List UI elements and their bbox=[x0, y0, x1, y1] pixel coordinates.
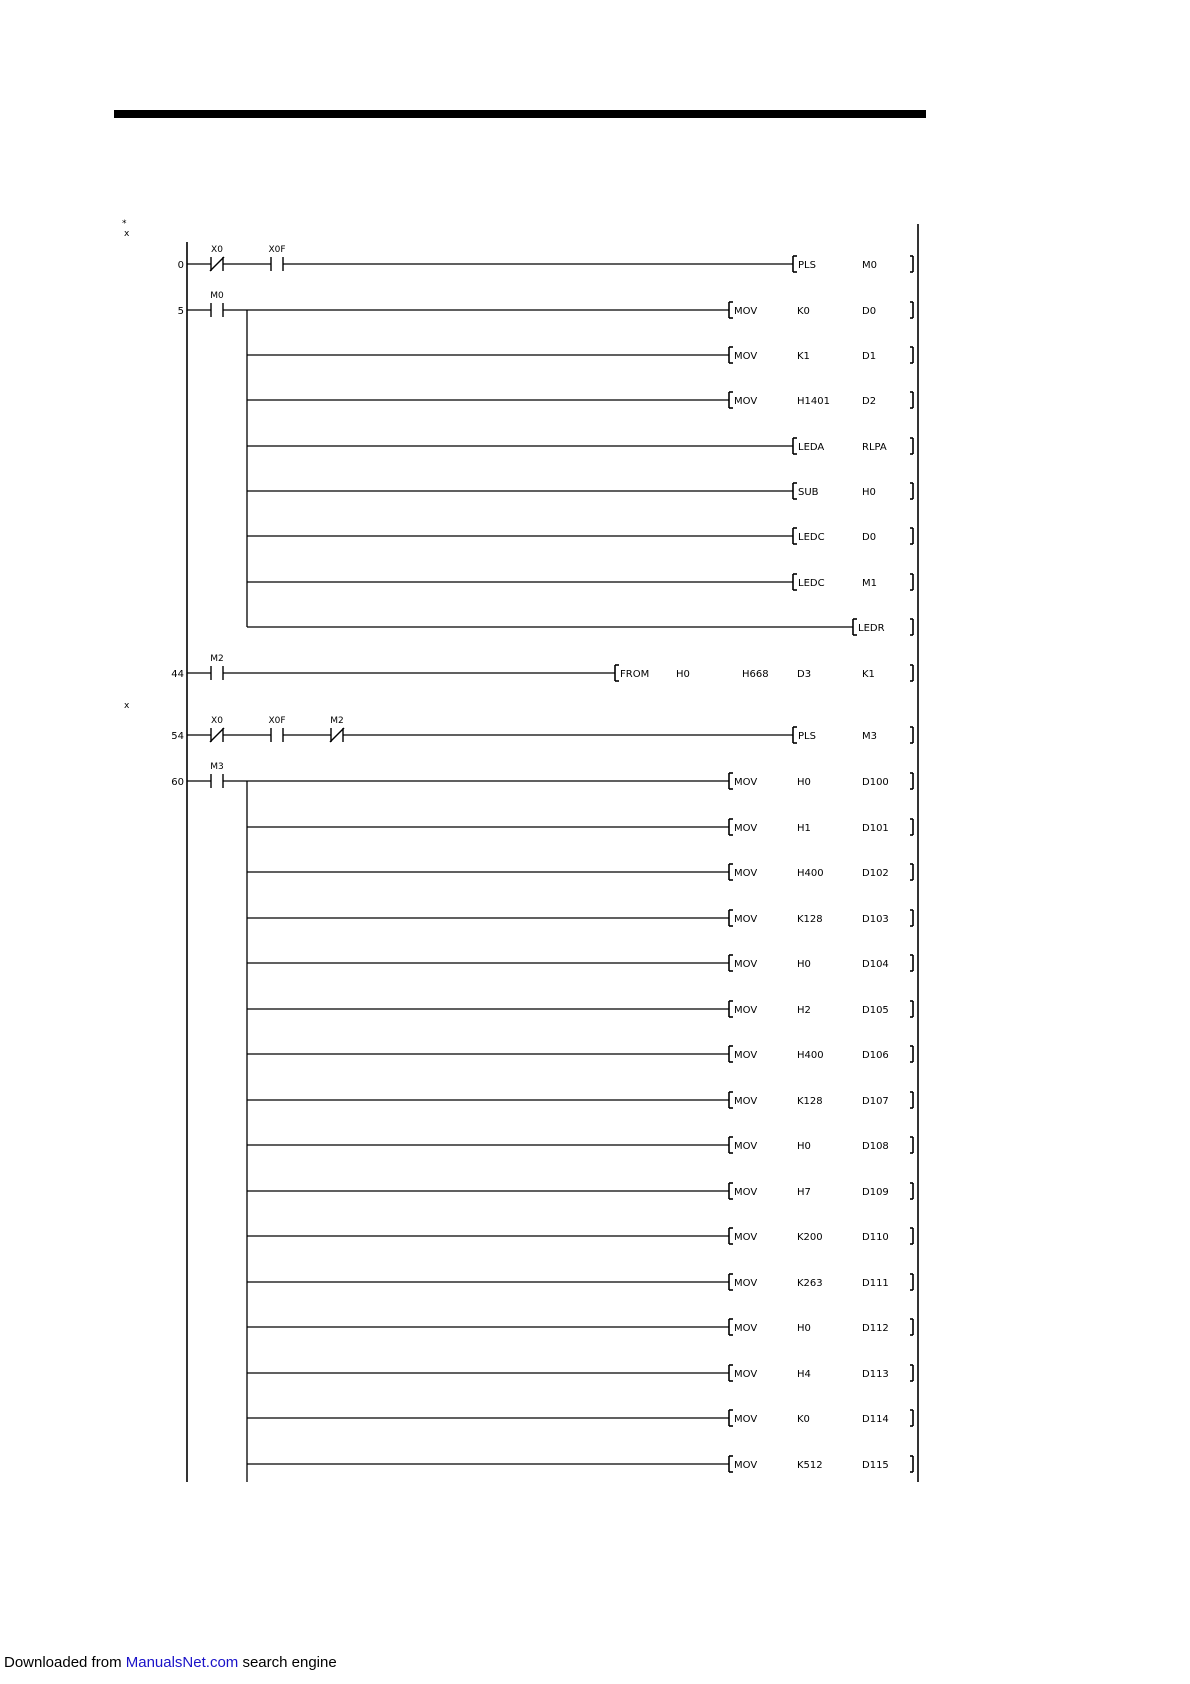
comment-marker: * bbox=[122, 219, 127, 229]
instruction-operand: H4 bbox=[797, 1369, 811, 1380]
instruction-operand: H0 bbox=[797, 959, 811, 970]
step-number: 54 bbox=[171, 731, 184, 742]
instruction-operand: H2 bbox=[797, 1005, 811, 1016]
instruction-command: SUB bbox=[798, 487, 819, 498]
instruction-operand: M0 bbox=[862, 260, 877, 271]
instruction-command: PLS bbox=[798, 260, 816, 271]
contact-label: X0 bbox=[211, 716, 223, 726]
instruction-command: MOV bbox=[734, 823, 758, 834]
step-number: 44 bbox=[171, 669, 184, 680]
step-number: 5 bbox=[177, 306, 184, 317]
instruction-command: MOV bbox=[734, 1005, 758, 1016]
instruction-operand: D110 bbox=[862, 1232, 889, 1243]
instruction-operand: D108 bbox=[862, 1141, 889, 1152]
instruction-command: MOV bbox=[734, 1369, 758, 1380]
instruction-operand: D1 bbox=[862, 351, 877, 362]
instruction-operand: K512 bbox=[797, 1460, 823, 1471]
instruction-command: MOV bbox=[734, 959, 758, 970]
instruction-command: MOV bbox=[734, 868, 758, 879]
instruction-operand: H1 bbox=[797, 823, 811, 834]
instruction-command: LEDC bbox=[798, 532, 825, 543]
instruction-operand: D115 bbox=[862, 1460, 889, 1471]
contact-label: M3 bbox=[210, 762, 224, 772]
instruction-command: LEDC bbox=[798, 578, 825, 589]
instruction-operand: D2 bbox=[862, 396, 877, 407]
footer-link[interactable]: ManualsNet.com bbox=[125, 1654, 239, 1671]
contact-label: X0F bbox=[268, 245, 286, 255]
instruction-operand: H0 bbox=[862, 487, 876, 498]
contact-label: X0 bbox=[211, 245, 223, 255]
contact-nc-slash bbox=[210, 728, 224, 742]
instruction-operand: H0 bbox=[797, 777, 811, 788]
instruction-operand: D100 bbox=[862, 777, 889, 788]
instruction-operand: D104 bbox=[862, 959, 889, 970]
instruction-operand: K200 bbox=[797, 1232, 823, 1243]
comment-marker: x bbox=[124, 229, 130, 239]
instruction-command: MOV bbox=[734, 1050, 758, 1061]
instruction-operand: K128 bbox=[797, 1096, 823, 1107]
instruction-operand: D113 bbox=[862, 1369, 889, 1380]
instruction-command: PLS bbox=[798, 731, 816, 742]
instruction-operand: D107 bbox=[862, 1096, 889, 1107]
instruction-operand: D109 bbox=[862, 1187, 889, 1198]
instruction-operand: M1 bbox=[862, 578, 877, 589]
instruction-command: MOV bbox=[734, 1278, 758, 1289]
instruction-command: MOV bbox=[734, 1414, 758, 1425]
instruction-command: LEDA bbox=[798, 442, 825, 453]
step-number: 0 bbox=[177, 260, 184, 271]
instruction-command: LEDR bbox=[858, 623, 885, 634]
instruction-operand: D105 bbox=[862, 1005, 889, 1016]
instruction-operand: K263 bbox=[797, 1278, 823, 1289]
instruction-command: MOV bbox=[734, 396, 758, 407]
instruction-operand: D0 bbox=[862, 532, 877, 543]
instruction-operand: H400 bbox=[797, 868, 824, 879]
instruction-command: MOV bbox=[734, 914, 758, 925]
instruction-operand: D3 bbox=[797, 669, 812, 680]
instruction-operand: K1 bbox=[797, 351, 810, 362]
instruction-operand: RLPA bbox=[862, 442, 887, 453]
instruction-operand: H668 bbox=[742, 669, 769, 680]
instruction-command: MOV bbox=[734, 1460, 758, 1471]
instruction-operand: D111 bbox=[862, 1278, 889, 1289]
instruction-operand: D0 bbox=[862, 306, 877, 317]
instruction-command: MOV bbox=[734, 306, 758, 317]
instruction-operand: K0 bbox=[797, 306, 810, 317]
instruction-operand: K0 bbox=[797, 1414, 810, 1425]
instruction-command: MOV bbox=[734, 1232, 758, 1243]
instruction-operand: H400 bbox=[797, 1050, 824, 1061]
instruction-command: MOV bbox=[734, 1096, 758, 1107]
instruction-operand: D101 bbox=[862, 823, 889, 834]
instruction-operand: H0 bbox=[676, 669, 690, 680]
instruction-operand: D102 bbox=[862, 868, 889, 879]
instruction-command: MOV bbox=[734, 351, 758, 362]
footer-prefix: Downloaded from bbox=[4, 1654, 126, 1671]
instruction-operand: D112 bbox=[862, 1323, 889, 1334]
instruction-operand: H7 bbox=[797, 1187, 811, 1198]
instruction-command: FROM bbox=[620, 669, 650, 680]
contact-label: X0F bbox=[268, 716, 286, 726]
contact-label: M2 bbox=[210, 654, 224, 664]
instruction-operand: M3 bbox=[862, 731, 877, 742]
instruction-operand: K1 bbox=[862, 669, 875, 680]
instruction-operand: H0 bbox=[797, 1323, 811, 1334]
step-number: 60 bbox=[171, 777, 184, 788]
instruction-command: MOV bbox=[734, 777, 758, 788]
instruction-operand: K128 bbox=[797, 914, 823, 925]
footer-suffix: search engine bbox=[238, 1654, 337, 1671]
contact-nc-slash bbox=[210, 257, 224, 271]
contact-label: M2 bbox=[330, 716, 344, 726]
footer bbox=[4, 1654, 337, 1671]
comment-marker: x bbox=[124, 701, 130, 711]
instruction-operand: D106 bbox=[862, 1050, 889, 1061]
instruction-operand: D103 bbox=[862, 914, 889, 925]
instruction-command: MOV bbox=[734, 1323, 758, 1334]
contact-label: M0 bbox=[210, 291, 224, 301]
instruction-operand: H0 bbox=[797, 1141, 811, 1152]
instruction-operand: H1401 bbox=[797, 396, 830, 407]
instruction-command: MOV bbox=[734, 1187, 758, 1198]
contact-nc-slash bbox=[330, 728, 344, 742]
instruction-operand: D114 bbox=[862, 1414, 889, 1425]
instruction-command: MOV bbox=[734, 1141, 758, 1152]
